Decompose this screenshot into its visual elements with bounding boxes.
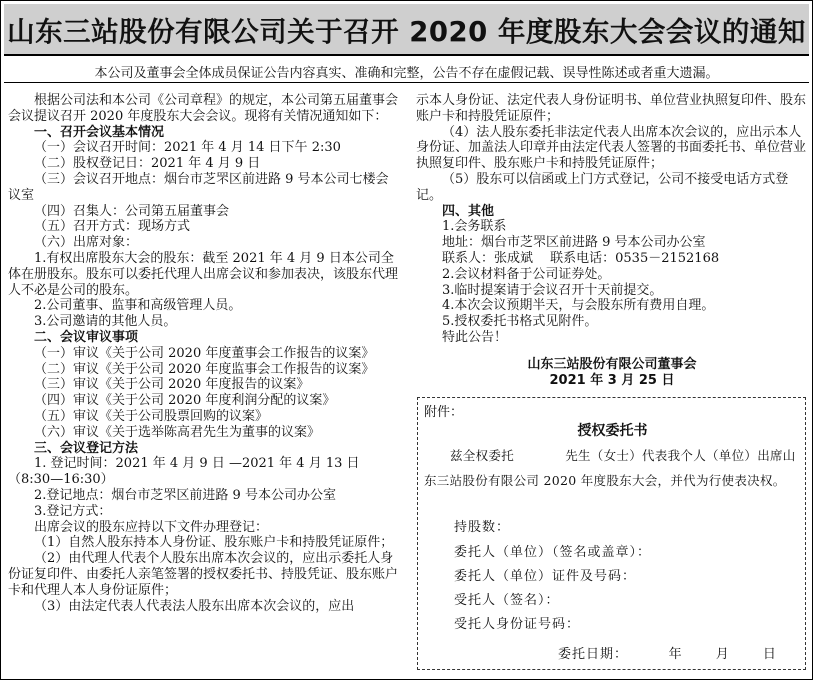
closing-text: 特此公告！	[442, 329, 508, 345]
field-principal-id: 委托人（单位）证件及号码：	[454, 569, 637, 584]
section-1-heading: 一、召开会议基本情况	[34, 124, 165, 140]
other-item-2: 2.会议材料备于公司证券处。	[442, 266, 611, 282]
attendees-directors: 2.公司董事、监事和高级管理人员。	[34, 298, 242, 314]
registration-doc-2: （2）由代理人代表个人股东出席本次会议的，应出示委托人身份证复印件、由委托人亲笔签署的授权委托书、持股凭证、股东账户卡和代理人本人身份证原件；	[8, 551, 399, 598]
record-date: （二）股权登记日：2021 年 4 月 9 日	[34, 156, 261, 172]
title-bar	[4, 4, 809, 56]
other-item-4: 4.本次会议预期半天，与会股东所有费用自理。	[442, 298, 715, 314]
agenda-item: （六）审议《关于选举陈高君先生为董事的议案》	[34, 424, 321, 440]
registration-location: 2.登记地点：烟台市芝罘区前进路 9 号本公司办公室	[34, 487, 336, 503]
convener: （四）召集人：公司第五届董事会	[34, 203, 230, 219]
intro-paragraph: 根据公司法和本公司《公司章程》的规定，本公司第五届董事会会议提议召开 2020 年度股东大会会议。现将有关情况通知如下：	[8, 93, 399, 124]
right-column	[416, 93, 808, 346]
section-3-heading: 三、会议登记方法	[34, 440, 139, 456]
registration-doc-4: （4）法人股东委托非法定代表人出席本次会议的，应出示本人身份证、加盖法人印章并由法定代表人签署的书面委托书、单位营业执照复印件、股东账户卡和持股凭证原件；	[416, 124, 807, 172]
signature-date: 2021 年 3 月 25 日	[549, 373, 675, 388]
notice-title: 山东三站股份有限公司关于召开 2020 年度股东大会会议的通知	[7, 16, 806, 48]
meeting-location: （三）会议召开地点：烟台市芝罘区前进路 9 号本公司七楼会议室	[8, 171, 389, 203]
contact-address: 地址：烟台市芝罘区前进路 9 号本公司办公室	[442, 235, 706, 251]
field-share-count: 持股数：	[454, 520, 511, 535]
registration-doc-5: （5）股东可以信函或上门方式登记，公司不接受电话方式登记。	[416, 171, 789, 203]
attachment-body: 兹全权委托 先生（女士）代表我个人（单位）出席山东三站股份有限公司 2020 年度股东大会，并代为行使表决权。	[424, 448, 796, 488]
field-date: 委托日期： 年 月 日	[558, 647, 777, 662]
attachment-title: 授权委托书	[577, 423, 648, 439]
other-item-5: 5.授权委托书格式见附件。	[442, 314, 598, 330]
agenda-item: （三）审议《关于公司 2020 年度报告的议案》	[34, 377, 310, 393]
agenda-item: （一）审议《关于公司 2020 年度董事会工作报告的议案》	[34, 345, 375, 361]
contact-heading: 1.会务联系	[442, 219, 507, 235]
meeting-method: （五）召开方式：现场方式	[34, 219, 191, 235]
attachment-box	[417, 397, 806, 670]
attachment-label: 附件：	[424, 405, 464, 420]
attendees-shareholders: 1.有权出席股东大会的股东：截至 2021 年 4 月 9 日本公司全体在册股东。股东可以委托代理人出席会议和参加表决，该股东代理人不必是公司的股东。	[8, 250, 399, 298]
field-principal-signature: 委托人（单位）（签名或盖章）：	[454, 545, 652, 560]
attendees-invited: 3.公司邀请的其他人员。	[34, 314, 177, 330]
registration-documents: 出席会议的股东应持以下文件办理登记：	[34, 519, 269, 535]
signature-company: 山东三站股份有限公司董事会	[527, 357, 697, 372]
section-2-heading: 二、会议审议事项	[34, 329, 139, 345]
registration-doc-3: （3）由法定代表人代表法人股东出席本次会议的，应出	[34, 598, 355, 614]
agenda-item: （二）审议《关于公司 2020 年度监事会工作报告的议案》	[34, 361, 375, 377]
contact-person-phone: 联系人：张成斌 联系电话：0535－2152168	[442, 250, 720, 266]
section-4-heading: 四、其他	[442, 203, 495, 219]
meeting-time: （一）会议召开时间：2021 年 4 月 14 日下午 2:30	[34, 140, 341, 156]
other-item-3: 3.临时提案请于会议召开十天前提交。	[442, 282, 663, 298]
signature-block	[416, 357, 808, 389]
agenda-item: （五）审议《关于公司股票回购的议案》	[34, 408, 269, 424]
registration-doc-1: （1）自然人股东持本人身份证、股东账户卡和持股凭证原件；	[34, 535, 394, 551]
field-agent-id: 受托人身份证号码：	[454, 617, 581, 632]
attendees-heading: （六）出席对象：	[34, 235, 139, 251]
registration-doc-3-continued: 示本人身份证、法定代表人身份证明书、单位营业执照复印件、股东账户卡和持股凭证原件；	[416, 93, 807, 124]
left-column	[8, 93, 400, 614]
agenda-item: （四）审议《关于公司 2020 年度利润分配的议案》	[34, 393, 336, 409]
registration-method: 3.登记方式：	[34, 503, 112, 519]
field-agent-signature: 受托人（签名）：	[454, 593, 560, 608]
disclaimer-text: 本公司及董事会全体成员保证公告内容真实、准确和完整，公告不存在虚假记载、误导性陈述或者重大遗漏。	[94, 65, 719, 81]
disclaimer-bar	[4, 60, 809, 83]
registration-time: 1. 登记时间：2021 年 4 月 9 日 —2021 年 4 月 13 日（8:30—16:30）	[8, 456, 360, 488]
